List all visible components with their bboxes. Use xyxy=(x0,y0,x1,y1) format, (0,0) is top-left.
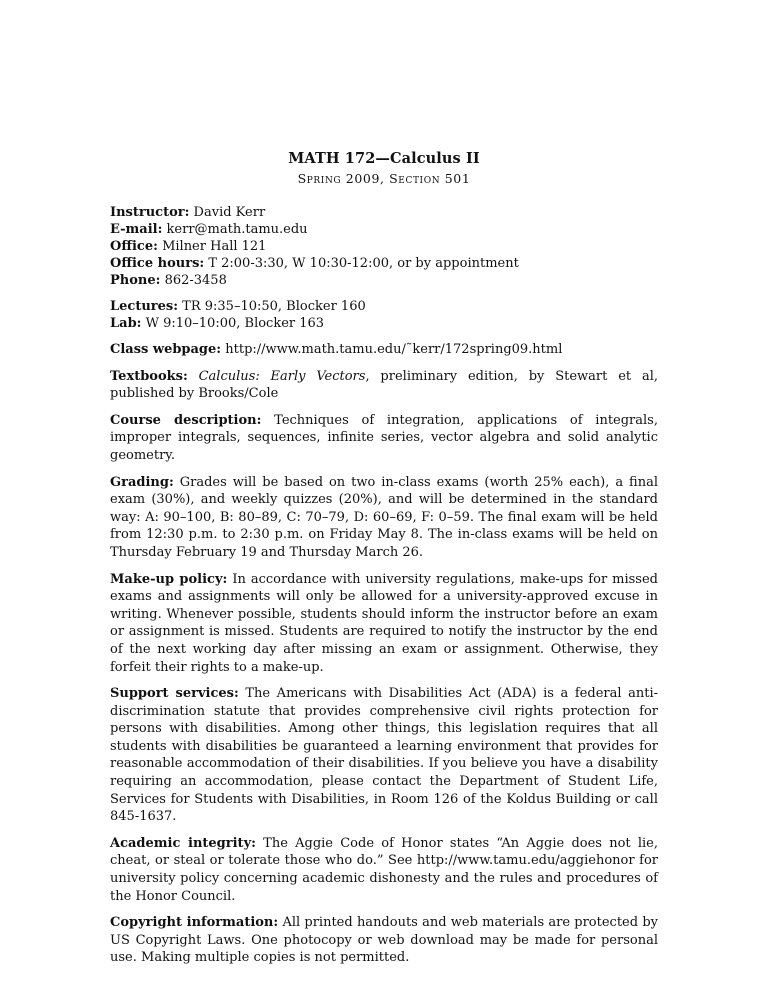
field-label: Lectures: xyxy=(110,299,179,314)
field-value: 862-3458 xyxy=(164,273,227,288)
textbook-title: Calculus: Early Vectors xyxy=(198,368,366,384)
contact-block xyxy=(110,204,658,289)
schedule-block xyxy=(110,298,658,332)
field-value: W 9:10–10:00, Blocker 163 xyxy=(145,316,325,331)
phone-line xyxy=(110,272,658,289)
field-label: Office hours: xyxy=(110,256,205,271)
field-label: Class webpage: xyxy=(110,342,222,357)
webpage-line xyxy=(110,341,658,359)
support-services-paragraph xyxy=(110,685,658,826)
field-value: David Kerr xyxy=(193,205,266,220)
section-label: Support services: xyxy=(110,686,239,702)
page-title: MATH 172—Calculus II xyxy=(288,150,480,167)
field-value: TR 9:35–10:50, Blocker 160 xyxy=(182,299,366,314)
makeup-policy-paragraph xyxy=(110,571,658,677)
field-label: Phone: xyxy=(110,273,161,288)
academic-integrity-paragraph xyxy=(110,835,658,905)
section-label: Course description: xyxy=(110,412,262,428)
page-subtitle: Spring 2009, Section 501 xyxy=(297,171,471,186)
field-value: kerr@math.tamu.edu xyxy=(166,222,308,237)
section-label: Copyright information: xyxy=(110,915,279,931)
field-label: Lab: xyxy=(110,316,142,331)
office-line xyxy=(110,238,658,255)
section-label: Grading: xyxy=(110,474,174,490)
field-label: Instructor: xyxy=(110,205,190,220)
field-value: T 2:00-3:30, W 10:30-12:00, or by appointment xyxy=(208,256,519,271)
section-text: The Americans with Disabilities Act (ADA) is a federal anti-discrimination statute that provides comprehensive civil rights protection for persons with disabilities. Among other things, this legislation requires that all students with disabilities be guaranteed a learning environment that provides for reasonable accommodation of their disabilities. If you believe you have a disability requiring an accommodation, please contact the Department of Student Life, Services for Students with Disabilities, in Room 126 of the Koldus Building or call 845-1637. xyxy=(110,686,658,825)
title-block xyxy=(110,150,658,186)
grading-paragraph xyxy=(110,474,658,562)
field-value: Milner Hall 121 xyxy=(162,239,267,254)
textbook-details: , preliminary edition, by Stewart et al, published by Brooks/Cole xyxy=(110,368,658,402)
section-text: The Aggie Code of Honor states “An Aggie does not lie, cheat, or steal or tolerate those who do.” See http://www.tamu.edu/aggiehonor for university policy concerning academic dishonesty and the rules and procedures of the Honor Council. xyxy=(110,835,658,904)
section-text: Techniques of integration, applications of integrals, improper integrals, sequences, infinite series, vector algebra and solid analytic geometry. xyxy=(110,412,658,463)
office-hours-line xyxy=(110,255,658,272)
copyright-paragraph xyxy=(110,914,658,967)
webpage-url: http://www.math.tamu.edu/˜kerr/172spring09.html xyxy=(225,342,563,357)
section-text: Grades will be based on two in-class exams (worth 25% each), a final exam (30%), and weekly quizzes (20%), and will be determined in the standard way: A: 90–100, B: 80–89, C: 70–79, D: 60–69, F: 0–59. The final exam will be held from 12:30 p.m. to 2:30 p.m. on Friday May 8. The in-class exams will be held on Thursday February 19 and Thursday March 26. xyxy=(110,474,658,560)
textbooks-paragraph xyxy=(110,368,658,403)
section-text: All printed handouts and web materials are protected by US Copyright Laws. One photocopy or web download may be made for personal use. Making multiple copies is not permitted. xyxy=(110,915,658,966)
email-line xyxy=(110,221,658,238)
field-label: Office: xyxy=(110,239,158,254)
lectures-line xyxy=(110,298,658,315)
field-label: E-mail: xyxy=(110,222,163,237)
section-label: Academic integrity: xyxy=(110,835,256,851)
course-description-paragraph xyxy=(110,412,658,465)
lab-line xyxy=(110,315,658,332)
section-label: Make-up policy: xyxy=(110,571,228,587)
instructor-line xyxy=(110,204,658,221)
section-text: In accordance with university regulations, make-ups for missed exams and assignments will only be allowed for a university-approved excuse in writing. Whenever possible, students should inform the instructor before an exam or assignment is missed. Students are required to notify the instructor by the end of the next working day after missing an exam or assignment. Otherwise, they forfeit their rights to a make-up. xyxy=(110,571,658,675)
field-label: Textbooks: xyxy=(110,368,188,384)
